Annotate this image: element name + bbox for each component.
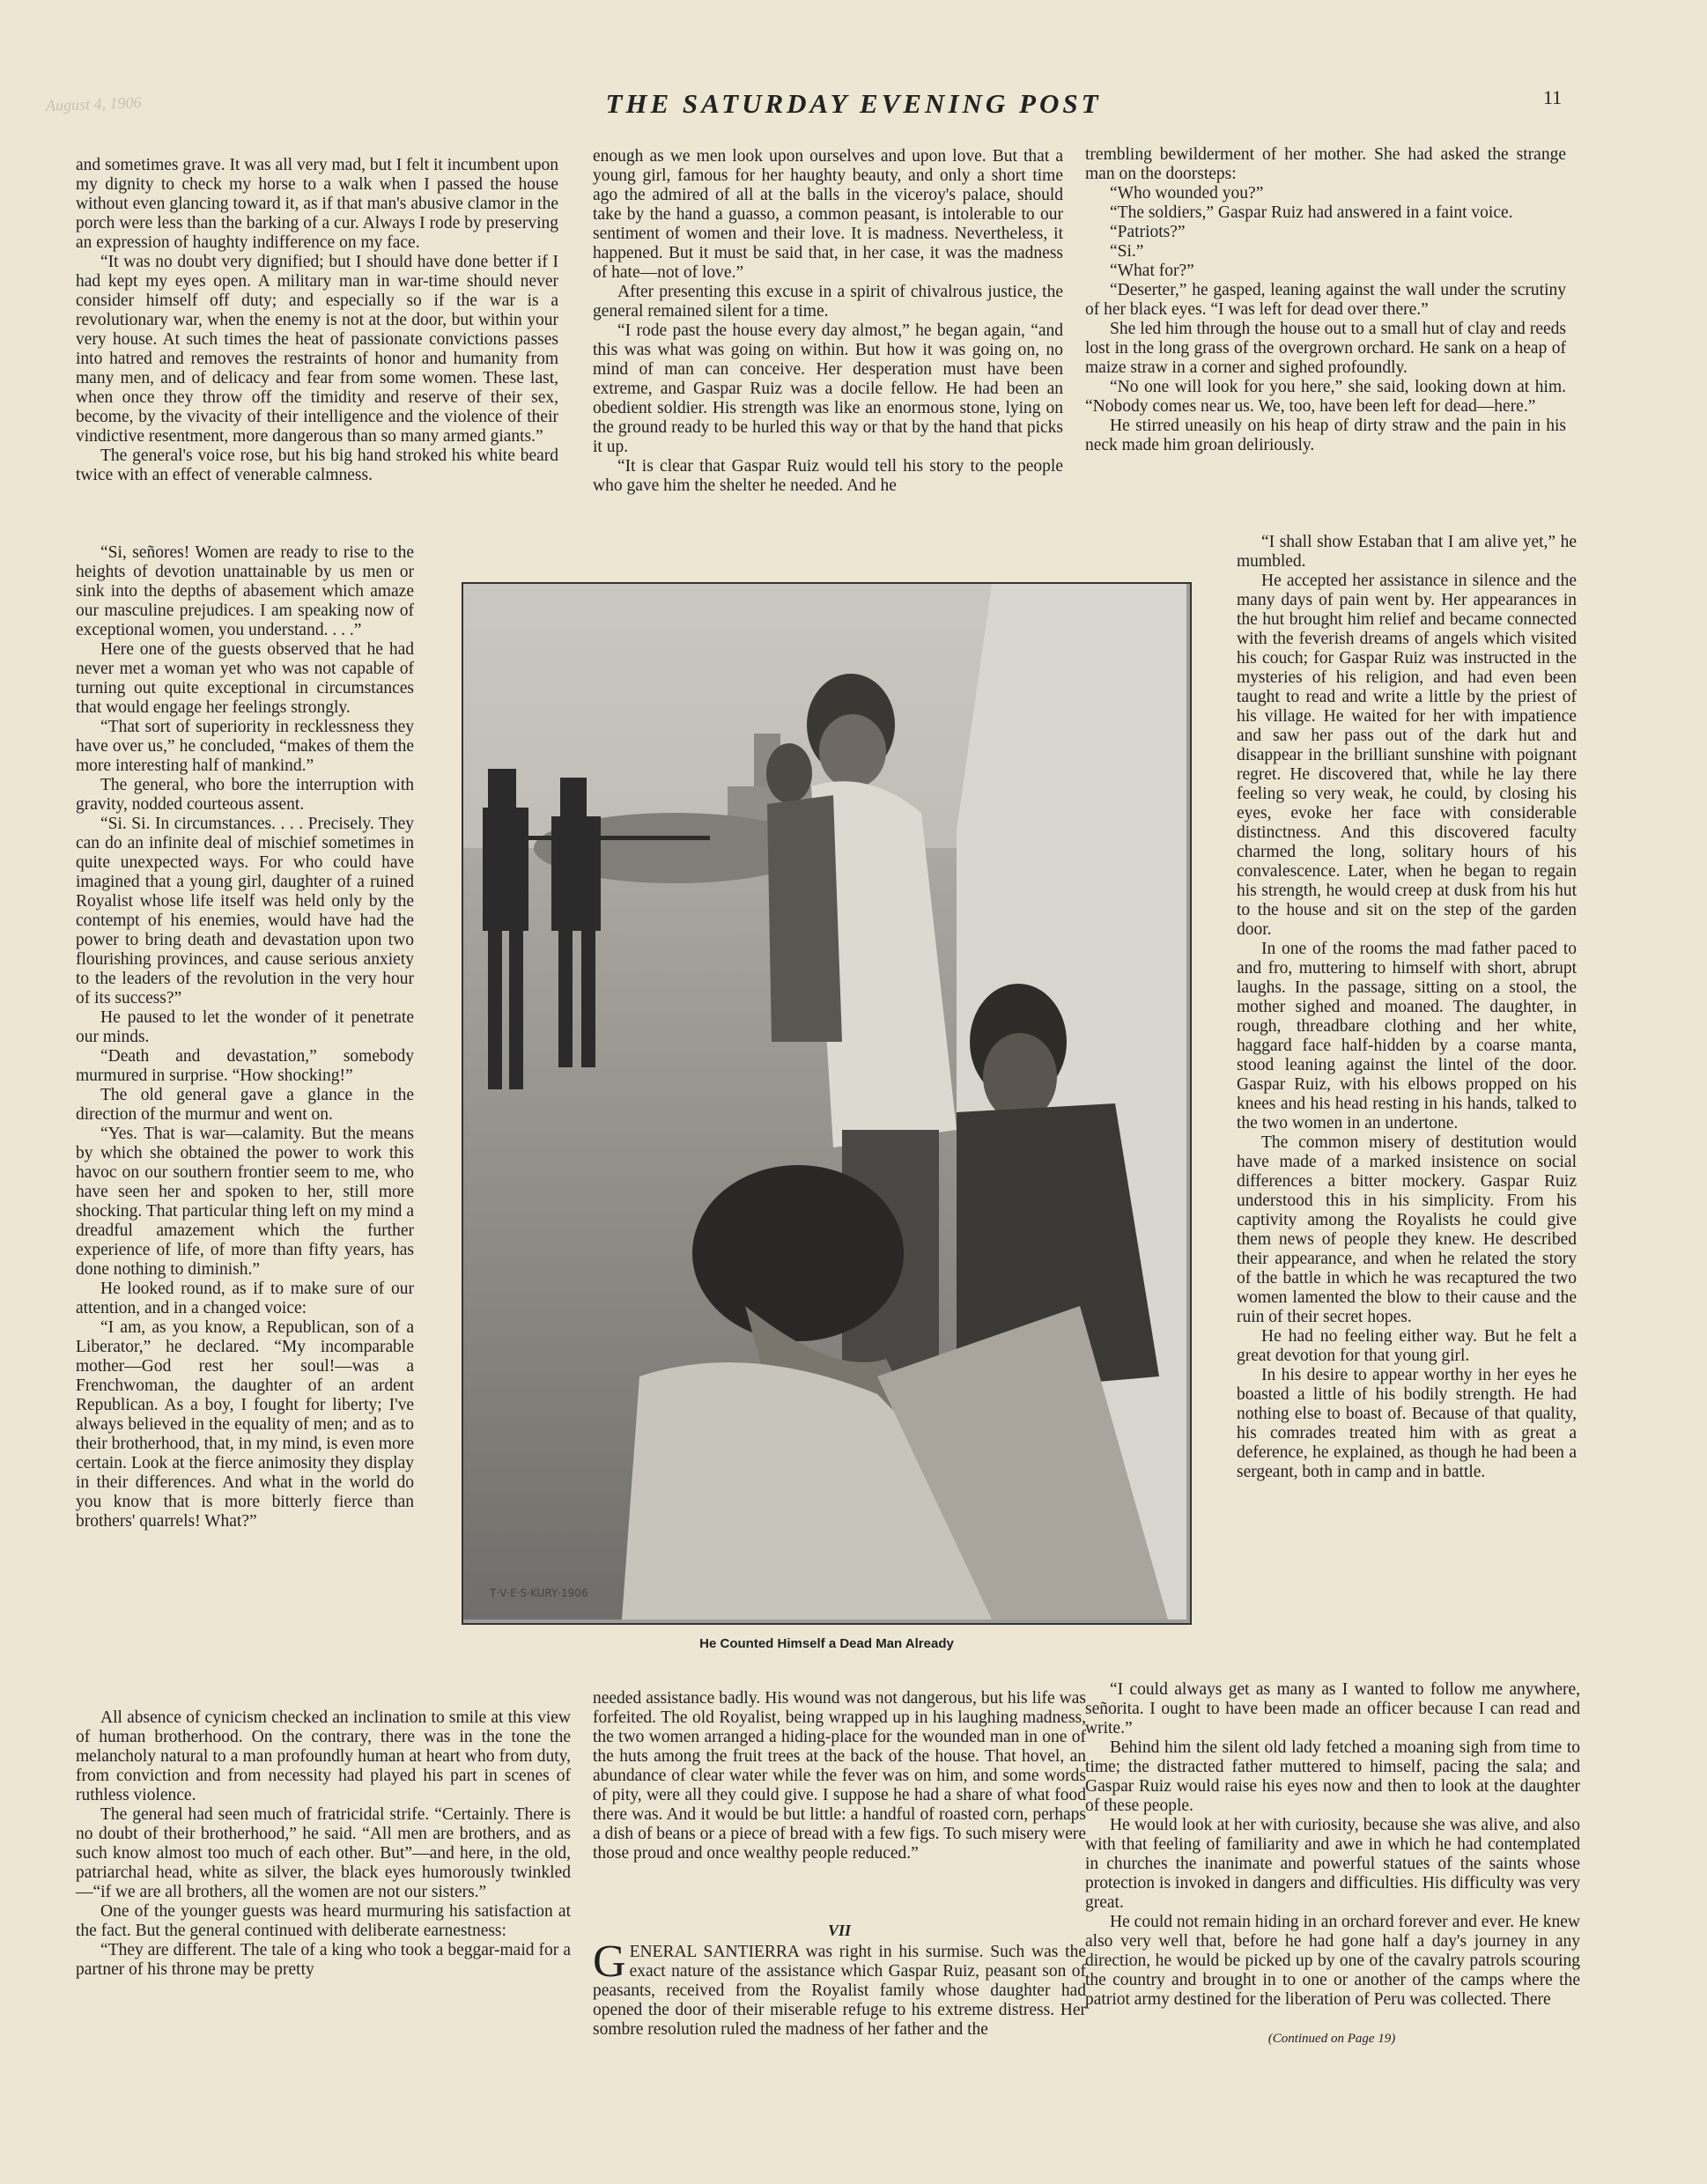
paragraph: “Death and devastation,” somebody murmured in surprise. “How shocking!” <box>76 1047 414 1085</box>
column-2-bottom <box>593 1689 1086 1863</box>
section-vii-opening <box>593 1937 1086 2040</box>
paragraph: needed assistance badly. His wound was not dangerous, but his life was forfeited. The old Royalist, being wrapped up in his laughing madness, the two women arranged a hiding-place for the wounded man in one of the huts among the fruit trees at the back of the house. That hovel, an abundance of clear water while the fever was on him, and some words of pity, were all they could give. I suppose he had a share of what food there was. And it would be but little: a handful of roasted corn, perhaps a dish of beans or a piece of bread with a few figs. To such misery were those proud and once wealthy people reduced.” <box>593 1689 1086 1863</box>
page-number: 11 <box>1543 86 1563 108</box>
paragraph: He paused to let the wonder of it penetrate our minds. <box>76 1008 414 1046</box>
paragraph: He could not remain hiding in an orchard forever and ever. He knew also very well that, before he had gone half a day's journey in any direction, he would be picked up by one of the cavalry patrols scouring the country and brought in to one or another of the camps where the patriot army destined for the liberation of Peru was collected. There <box>1085 1913 1580 2009</box>
illustration <box>462 582 1192 1625</box>
paragraph: “I am, as you know, a Republican, son of a Liberator,” he declared. “My incomparable mother—God rest her soul!—was a Frenchwoman, the daughter of an ardent Republican. As a boy, I fought for liberty; I've always believed in the equality of men; and as to their brotherhood, that, in my mind, is even more certain. Look at the fierce animosity they display in their differences. And what in the world do you know that is more bitterly fierce than brothers' quarrels! What?” <box>76 1318 414 1531</box>
paragraph: The general's voice rose, but his big hand stroked his white beard twice with an effect of venerable calmness. <box>76 446 558 484</box>
illustration-caption: He Counted Himself a Dead Man Already <box>699 1636 954 1651</box>
paragraph: “They are different. The tale of a king who took a beggar-maid for a partner of his throne may be pretty <box>76 1941 571 1979</box>
page-title: THE SATURDAY EVENING POST <box>605 88 1102 119</box>
paragraph: “Si. Si. In circumstances. . . . Precisely. They can do an infinite deal of mischief sometimes in quite unexpected ways. For who could have imagined that a young girl, daughter of a ruined Royalist whose life itself was held only by the contempt of his enemies, would have had the power to bring death and devastation upon two flourishing provinces, and cause serious anxiety to the leaders of the revolution in the very hour of its success?” <box>76 815 414 1007</box>
drop-cap: G <box>593 1937 626 1987</box>
paragraph: enough as we men look upon ourselves and upon love. But that a young girl, famous for her haughty beauty, and only a short time ago the admired of all at the balls in the viceroy's palace, should take by the hand a guasso, a common peasant, is intolerable to our sentiment of women and their love. It is madness. Nevertheless, it happened. But it must be said that, in her case, it was the madness of hate—not of love.” <box>593 147 1063 282</box>
artist-signature: T·V·E·S·KURY·1906 <box>490 1587 588 1599</box>
paragraph: “It is clear that Gaspar Ruiz would tell his story to the people who gave him the shelter he needed. And he <box>593 457 1063 495</box>
continued-note: (Continued on Page 19) <box>1267 2032 1396 2046</box>
paragraph: “Si, señores! Women are ready to rise to the heights of devotion unattainable by us men or sink into the depths of abasement which amaze our masculine prejudices. I am speaking now of exceptional women, you understand. . . .” <box>76 543 414 639</box>
paragraph: All absence of cynicism checked an inclination to smile at this view of human brotherhood. On the contrary, there was in the tone the melancholy natural to a man profoundly human at heart who from duty, from conviction and from necessity had played his part in scenes of ruthless violence. <box>76 1708 571 1804</box>
paragraph: Here one of the guests observed that he had never met a woman yet who was not capable of turning out quite exceptional in circumstances that would engage her feelings strongly. <box>76 640 414 717</box>
paragraph <box>593 1937 1086 2040</box>
paragraph: He accepted her assistance in silence and the many days of pain went by. Her appearances in the hut brought him relief and became connected with the feverish dreams of angels which visited his couch; for Gaspar Ruiz was instructed in the mysteries of his religion, and had even been taught to read and write a little by the priest of his village. He waited for her with impatience and saw her pass out of the dark hut and disappear in the brilliant sunshine with poignant regret. He discovered that, while he lay there feeling so very weak, he could, by closing his eyes, evoke her face with considerable distinctness. And this discovered faculty charmed the long, solitary hours of his convalescence. Later, when he began to regain his strength, he would creep at dusk from his hut to the house and sit on the step of the garden door. <box>1237 572 1577 939</box>
paragraph: In one of the rooms the mad father paced to and fro, muttering to himself with short, abrupt laughs. In the passage, sitting on a stool, the mother sighed and moaned. The daughter, in rough, threadbare clothing and her white, haggard face half-hidden by a coarse manta, stood leaning against the lintel of the door. Gaspar Ruiz, with his elbows propped on his knees and his head resting in his hands, talked to the two women in an undertone. <box>1237 940 1577 1133</box>
paragraph: “Yes. That is war—calamity. But the means by which she obtained the power to work this havoc on our southern frontier seem to me, who have seen her and spoken to her, still more shocking. That particular thing left on my mind a dreadful amazement which the further experience of life, of more than fifty years, has done nothing to diminish.” <box>76 1125 414 1279</box>
paragraph: “What for?” <box>1110 262 1194 280</box>
paragraph: In his desire to appear worthy in her eyes he boasted a little of his bodily strength. He had nothing else to boast of. Because of that quality, his comrades treated him with as great a deference, he explained, as though he had been a sergeant, both in camp and in battle. <box>1237 1366 1577 1481</box>
paragraph: Behind him the silent old lady fetched a moaning sigh from time to time; the distracted father muttered to himself, pacing the sala; and Gaspar Ruiz would raise his eyes now and then to look at the daughter of these people. <box>1085 1738 1580 1815</box>
paragraph: “I could always get as many as I wanted to follow me anywhere, señorita. I ought to have been made an officer because I can read and write.” <box>1085 1680 1580 1738</box>
paragraph: trembling bewilderment of her mother. She had asked the strange man on the doorsteps: <box>1085 145 1566 183</box>
paragraph: “It was no doubt very dignified; but I should have done better if I had kept my eyes open. A military man in war-time should never consider himself off duty; and especially so if the war is a revolutionary war, when the enemy is not at the door, but within your very house. At such times the heat of passionate convictions passes into hatred and removes the restraints of honor and humanity from many men, and of delicacy and fear from some women. These last, when once they throw off the timidity and reserve of their sex, become, by the vivacity of their intelligence and the violence of their vindictive resentment, more dangerous than so many armed giants.” <box>76 253 558 446</box>
column-3-narrow <box>1237 533 1577 1482</box>
section-heading: VII <box>827 1922 851 1939</box>
paragraph-text: ENERAL SANTIERRA was right in his surmise. Such was the exact nature of the assistance which Gaspar Ruiz, peasant son of peasants, received from the Royalist family whose daughter had opened the door of their miserable refuge to his extreme distress. Her sombre resolution ruled the madness of her father and the <box>593 1943 1086 2039</box>
paragraph: She led him through the house out to a small hut of clay and reeds lost in the long grass of the overgrown orchard. He sank on a heap of maize straw in a corner and sighed profoundly. <box>1085 320 1566 377</box>
paragraph: The general, who bore the interruption with gravity, nodded courteous assent. <box>76 776 414 814</box>
paragraph: The general had seen much of fratricidal strife. “Certainly. There is no doubt of their brotherhood,” he said. “All men are brothers, and as such know almost too much of each other. But”—and here, in the old, patriarchal head, white as silver, the black eyes humorously twinkled—“if we are all brothers, all the women are not our sisters.” <box>76 1805 571 1901</box>
column-1-bottom <box>76 1708 571 1980</box>
paragraph: One of the younger guests was heard murmuring his satisfaction at the fact. But the general continued with deliberate earnestness: <box>76 1902 571 1940</box>
paragraph: He had no feeling either way. But he felt a great devotion for that young girl. <box>1237 1327 1577 1365</box>
paragraph: He would look at her with curiosity, because she was alive, and also with that feeling of familiarity and awe in which he had contemplated in churches the inanimate and powerful statues of the saints whose protection is invoked in dangers and difficulties. His difficulty was very great. <box>1085 1816 1580 1912</box>
paragraph: He stirred uneasily on his heap of dirty straw and the pain in his neck made him groan deliriously. <box>1085 417 1566 454</box>
paragraph: and sometimes grave. It was all very mad, but I felt it incumbent upon my dignity to check my horse to a walk when I passed the house without even glancing toward it, as if that man's abusive clamor in the porch were less than the barking of a cur. Always I rode by preserving an expression of haughty indifference on my face. <box>76 156 558 252</box>
date-stamp: August 4, 1906 <box>45 93 142 114</box>
paragraph: “That sort of superiority in recklessness they have over us,” he concluded, “makes of them the more interesting half of mankind.” <box>76 718 414 775</box>
paragraph: “Deserter,” he gasped, leaning against the wall under the scrutiny of her black eyes. “I was left for dead over there.” <box>1085 281 1566 319</box>
paragraph: “Patriots?” <box>1110 223 1186 241</box>
column-1-top <box>76 156 558 485</box>
paragraph: The old general gave a glance in the direction of the murmur and went on. <box>76 1086 414 1124</box>
paragraph: “I rode past the house every day almost,” he began again, “and this was what was going on within. But how it was going on, no mind of man can conceive. Her desperation must have been extreme, and Gaspar Ruiz was a docile fellow. He had been an obedient soldier. His strength was like an enormous stone, lying on the ground ready to be hurled this way or that by the hand that picks it up. <box>593 321 1063 456</box>
paragraph: “I shall show Estaban that I am alive yet,” he mumbled. <box>1237 533 1577 571</box>
paragraph: After presenting this excuse in a spirit of chivalrous justice, the general remained silent for a time. <box>593 283 1063 321</box>
column-3-top <box>1085 145 1566 455</box>
column-2-top <box>593 147 1063 496</box>
paragraph: He looked round, as if to make sure of our attention, and in a changed voice: <box>76 1280 414 1317</box>
execution-scene-image <box>463 584 1186 1620</box>
column-1-narrow <box>76 543 414 1531</box>
column-3-bottom <box>1085 1680 1580 2010</box>
paragraph: “The soldiers,” Gaspar Ruiz had answered in a faint voice. <box>1110 203 1513 222</box>
paragraph: “No one will look for you here,” she said, looking down at him. “Nobody comes near us. We, too, have been left for dead—here.” <box>1085 378 1566 416</box>
paragraph: The common misery of destitution would have made of a marked insistence on social differences a bitter mockery. Gaspar Ruiz understood this in his simplicity. From his captivity among the Royalists he could give them news of people they knew. He described their appearance, and when he related the story of the battle in which he was recaptured the two women lamented the blow to their cause and the ruin of their secret hopes. <box>1237 1133 1577 1326</box>
paragraph: “Si.” <box>1110 242 1144 261</box>
paragraph: “Who wounded you?” <box>1110 184 1264 203</box>
